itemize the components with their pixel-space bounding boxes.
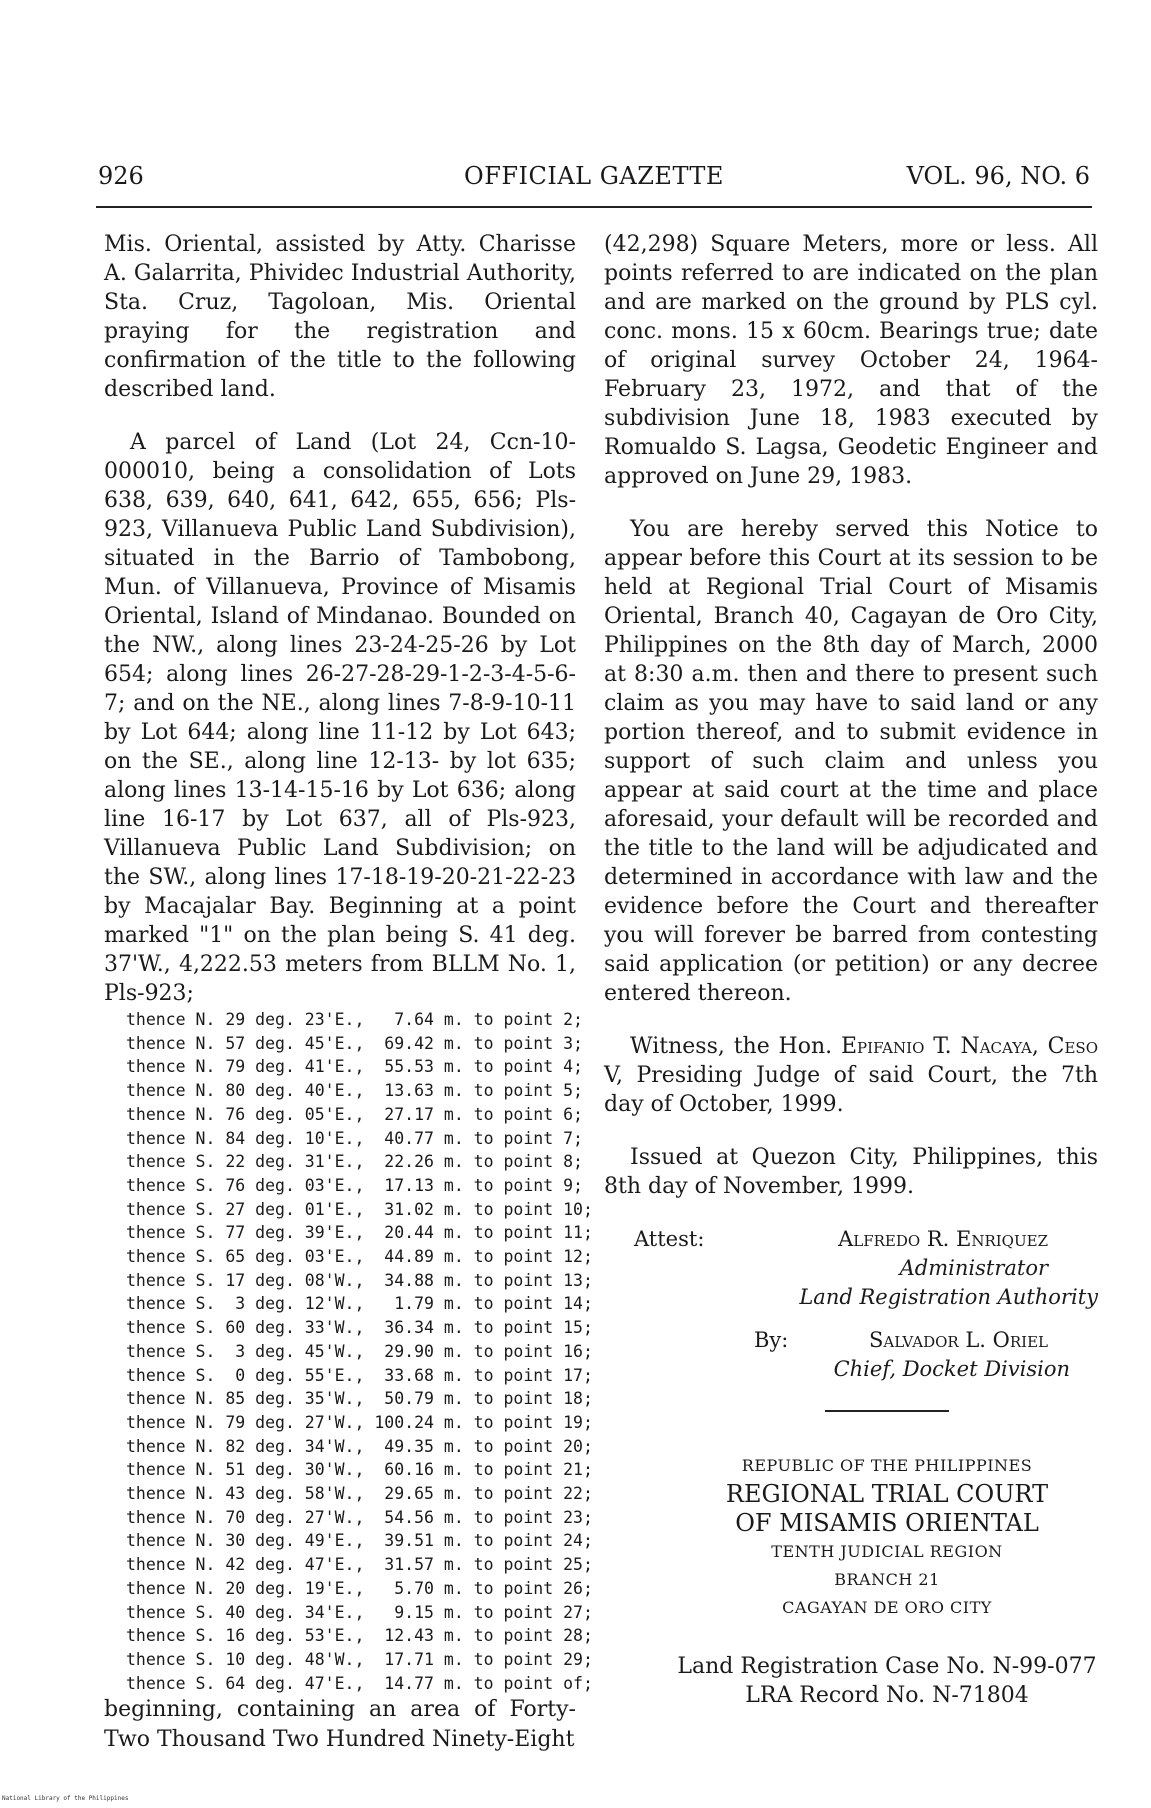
by-name: Salvador L. Oriel	[869, 1328, 1048, 1352]
bearing-list	[104, 1008, 593, 1695]
notice-paragraph: You are hereby served this Notice to appear before this Court at its session to be held at Regional Trial Court of Misamis Oriental, Branch 40, Cagayan de Oro City, Philippines on the 8th day of March, 2000 at 8:30 a.m. then and there to present such claim as you may have to said land or any portion thereof, and to submit evidence in support of such claim and unless you appear at said court at the time and place aforesaid, your default will be recorded and the title to the land will be adjudicated and determined in accordance with law and the evidence before the Court and thereafter you will forever be barred from contesting said application (or petition) or any decree entered thereon.	[604, 517, 1098, 1006]
bearing-line: thence N. 43 deg. 58'W., 29.65 m. to point 22;	[126, 1484, 593, 1504]
court-republic: REPUBLIC OF THE PHILIPPINES	[741, 1456, 1033, 1475]
page-number: 926	[98, 162, 144, 190]
bearing-line: thence N. 82 deg. 34'W., 49.35 m. to point 20;	[126, 1436, 593, 1456]
bearing-line: thence N. 51 deg. 30'W., 60.16 m. to point 21;	[126, 1460, 593, 1480]
bearing-line: thence N. 20 deg. 19'E., 5.70 m. to point 26;	[126, 1578, 593, 1598]
scan-footer: National Library of the Philippines	[2, 1795, 129, 1802]
attest-name: Alfredo R. Enriquez	[838, 1227, 1048, 1251]
witness-suffix: V, Presiding Judge of said Court, the 7th day of October, 1999.	[604, 1063, 1098, 1117]
witness-paragraph: Witness, the Hon. Epifanio T. Nacaya, Ceso V, Presiding Judge of said Court, the 7th day of October, 1999.	[604, 1034, 1098, 1117]
bearing-line: thence N. 79 deg. 27'W., 100.24 m. to point 19;	[126, 1412, 593, 1432]
case-numbers	[640, 1652, 1134, 1710]
court-region: TENTH JUDICIAL REGION	[771, 1542, 1003, 1561]
bearing-line: thence N. 30 deg. 49'E., 39.51 m. to point 24;	[126, 1531, 593, 1551]
bearing-line: thence S. 65 deg. 03'E., 44.89 m. to point 12;	[126, 1247, 593, 1267]
bearing-line: thence S. 40 deg. 34'E., 9.15 m. to point 27;	[126, 1602, 593, 1622]
bearing-line: thence N. 57 deg. 45'E., 69.42 m. to point 3;	[126, 1033, 583, 1053]
issued-paragraph: Issued at Quezon City, Philippines, this 8th day of November, 1999.	[604, 1145, 1098, 1199]
court-province: OF MISAMIS ORIENTAL	[735, 1509, 1039, 1537]
page-header	[98, 162, 1090, 198]
intro-paragraph: Mis. Oriental, assisted by Atty. Charisse A. Galarrita, Phividec Industrial Authority, Sta. Cruz, Tagoloan, Mis. Oriental praying for the registration and confirmation of the title to the following described land.	[104, 232, 576, 402]
bearing-line: thence N. 85 deg. 35'W., 50.79 m. to point 18;	[126, 1389, 593, 1409]
volume-number: VOL. 96, NO. 6	[906, 162, 1090, 190]
bearing-line: thence S. 60 deg. 33'W., 36.34 m. to point 15;	[126, 1318, 593, 1338]
attest-title: Administrator	[899, 1256, 1048, 1280]
area-paragraph: (42,298) Square Meters, more or less. All points referred to are indicated on the plan and are marked on the ground by PLS cyl. conc. mons. 15 x 60cm. Bearings true; date of original survey October 24, 1964-February 23, 1972, and that of the subdivision June 18, 1983 executed by Romualdo S. Lagsa, Geodetic Engineer and approved on June 29, 1983.	[604, 232, 1098, 489]
bearing-line: thence N. 84 deg. 10'E., 40.77 m. to point 7;	[126, 1128, 583, 1148]
bearing-line: thence S. 3 deg. 45'W., 29.90 m. to point 16;	[126, 1341, 593, 1361]
bearing-line: thence S. 16 deg. 53'E., 12.43 m. to point 28;	[126, 1626, 593, 1646]
attest-org: Land Registration Authority	[799, 1285, 1098, 1309]
court-branch: BRANCH 21	[834, 1570, 940, 1589]
bearing-line: thence N. 79 deg. 41'E., 55.53 m. to point 4;	[126, 1057, 583, 1077]
by-block	[604, 1326, 1098, 1384]
bearing-line: thence N. 42 deg. 47'E., 31.57 m. to point 25;	[126, 1555, 593, 1575]
bearing-line: thence S. 0 deg. 55'E., 33.68 m. to point 17;	[126, 1365, 593, 1385]
bearing-line: thence S. 27 deg. 01'E., 31.02 m. to point 10;	[126, 1199, 593, 1219]
court-heading	[640, 1452, 1134, 1622]
section-rule	[825, 1410, 949, 1412]
by-title: Chief, Docket Division	[833, 1357, 1070, 1381]
bearing-line: thence S. 3 deg. 12'W., 1.79 m. to point 14;	[126, 1294, 593, 1314]
judge-name: Epifanio T. Nacaya	[841, 1034, 1032, 1059]
bearing-line: thence N. 80 deg. 40'E., 13.63 m. to point 5;	[126, 1081, 583, 1101]
by-label: By:	[754, 1328, 789, 1352]
bearing-line: thence S. 77 deg. 39'E., 20.44 m. to point 11;	[126, 1223, 593, 1243]
witness-prefix: Witness, the Hon.	[630, 1034, 833, 1059]
bearing-line: thence S. 22 deg. 31'E., 22.26 m. to point 8;	[126, 1152, 583, 1172]
bearing-line: thence N. 70 deg. 27'W., 54.56 m. to point 23;	[126, 1507, 593, 1527]
closing-paragraph: beginning, containing an area of Forty-Two Thousand Two Hundred Ninety-Eight	[104, 1697, 576, 1753]
left-column	[104, 230, 593, 1755]
parcel-paragraph: A parcel of Land (Lot 24, Ccn-10-000010, being a consolidation of Lots 638, 639, 640, 641, 642, 655, 656; Pls-923, Villanueva Public Land Subdivision), situated in the Barrio of Tambobong, Mun. of Villanueva, Province of Misamis Oriental, Island of Mindanao. Bounded on the NW., along lines 23-24-25-26 by Lot 654; along lines 26-27-28-29-1-2-3-4-5-6-7; and on the NE., along lines 7-8-9-10-11 by Lot 644; along line 11-12 by Lot 643; on the SE., along line 12-13- by lot 635; along lines 13-14-15-16 by Lot 636; along line 16-17 by Lot 637, all of Pls-923, Villanueva Public Land Subdivision; on the SW., along lines 17-18-19-20-21-22-23 by Macajalar Bay. Beginning at a point marked "1" on the plan being S. 41 deg. 37'W., 4,222.53 meters from BLLM No. 1, Pls-923;	[104, 430, 576, 1006]
attest-label: Attest:	[634, 1227, 705, 1251]
court-name: REGIONAL TRIAL COURT	[725, 1480, 1049, 1508]
header-rule	[96, 206, 1092, 208]
bearing-line: thence S. 10 deg. 48'W., 17.71 m. to point 29;	[126, 1649, 593, 1669]
bearing-line: thence S. 76 deg. 03'E., 17.13 m. to point 9;	[126, 1175, 583, 1195]
bearing-line: thence N. 29 deg. 23'E., 7.64 m. to point 2;	[126, 1010, 583, 1029]
bearing-line: thence S. 64 deg. 47'E., 14.77 m. to point of;	[126, 1673, 593, 1693]
case-number: Land Registration Case No. N-99-077	[677, 1654, 1097, 1679]
bearing-line: thence S. 17 deg. 08'W., 34.88 m. to point 13;	[126, 1270, 593, 1290]
publication-title: OFFICIAL GAZETTE	[464, 162, 724, 190]
ceso-label: Ceso	[1047, 1034, 1098, 1059]
court-city: CAGAYAN DE ORO CITY	[782, 1598, 992, 1617]
bearing-line: thence N. 76 deg. 05'E., 27.17 m. to point 6;	[126, 1104, 583, 1124]
attest-block	[604, 1225, 1098, 1312]
right-column	[604, 230, 1098, 1710]
lra-record-number: LRA Record No. N-71804	[745, 1683, 1029, 1708]
